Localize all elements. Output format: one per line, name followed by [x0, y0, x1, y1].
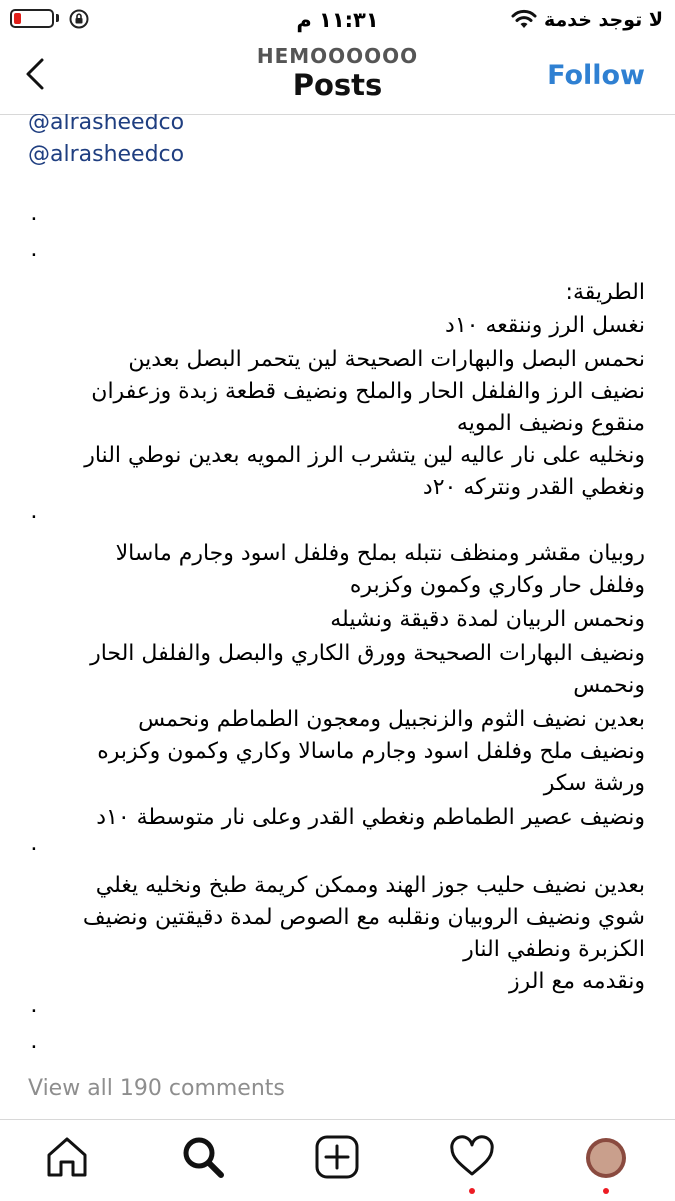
caption-line: ونغطي القدر ونتركه ٢٠د [422, 475, 645, 500]
carrier-label: لا توجد خدمة [543, 9, 663, 31]
mention-link[interactable]: @alrasheedco [28, 142, 185, 167]
caption-line: روبيان مقشر ومنظف نتبله بملح وفلفل اسود وجارم ماسالا [115, 541, 645, 566]
caption-line: نغسل الرز وننقعه ١٠د [445, 313, 645, 338]
separator-dot: ٠ [28, 1034, 40, 1059]
follow-button[interactable]: Follow [547, 60, 645, 91]
wifi-icon [510, 8, 538, 30]
view-comments-link[interactable]: View all 190 comments [28, 1076, 285, 1101]
caption-line: منقوع ونضيف المويه [456, 411, 645, 436]
caption-line: ونحمس [573, 673, 645, 698]
new-post-icon[interactable] [314, 1134, 360, 1180]
post-caption [0, 114, 675, 1106]
profile-notification-dot [603, 1188, 609, 1194]
clock: ١١:٣١ م [296, 8, 379, 32]
caption-line: نضيف الرز والفلفل الحار والملح ونضيف قطعة زبدة وزعفران [91, 379, 645, 404]
separator-dot: ٠ [28, 836, 40, 861]
caption-line: الكزبرة ونطفي النار [463, 937, 645, 962]
caption-line: ونضيف البهارات الصحيحة وورق الكاري والبصل والفلفل الحار [90, 641, 645, 666]
caption-line: ونضيف عصير الطماطم ونغطي القدر وعلى نار متوسطة ١٠د [96, 805, 645, 830]
caption-line: الطريقة: [565, 280, 645, 305]
separator-dot: ٠ [28, 998, 40, 1023]
page-title: Posts [292, 68, 383, 102]
search-icon[interactable] [180, 1134, 226, 1180]
bottom-tab-bar [0, 1119, 675, 1201]
activity-heart-icon[interactable] [449, 1134, 495, 1180]
caption-line: ونحمس الربيان لمدة دقيقة ونشيله [330, 607, 645, 632]
home-icon[interactable] [44, 1134, 90, 1180]
separator-dot: ٠ [28, 504, 40, 529]
separator-dot: ٠ [28, 206, 40, 231]
caption-line: ونخليه على نار عاليه لين يتشرب الرز المويه بعدين نوطي النار [84, 443, 645, 468]
profile-username: HEMOOOOOO [256, 44, 419, 68]
caption-line: ورشة سكر [543, 771, 645, 796]
profile-avatar[interactable] [586, 1138, 626, 1178]
nav-header [0, 40, 675, 115]
caption-line: بعدين نضيف حليب جوز الهند وممكن كريمة طبخ ونخليه يغلي [95, 873, 645, 898]
caption-line: ونقدمه مع الرز [508, 969, 645, 994]
avatar-image [590, 1142, 622, 1174]
activity-notification-dot [469, 1188, 475, 1194]
mention-link[interactable]: @alrasheedco [28, 114, 185, 135]
caption-line: نحمس البصل والبهارات الصحيحة لين يتحمر البصل بعدين [128, 347, 645, 372]
caption-line: بعدين نضيف الثوم والزنجبيل ومعجون الطماطم ونحمس [138, 707, 645, 732]
status-bar [0, 0, 675, 40]
caption-line: وفلفل حار وكاري وكمون وكزبره [349, 573, 645, 598]
separator-dot: ٠ [28, 242, 40, 267]
caption-line: ونضيف ملح وفلفل اسود وجارم ماسالا وكاري وكمون وكزبره [97, 739, 645, 764]
caption-line: شوي ونضيف الروبيان ونقلبه مع الصوص لمدة دقيقتين ونضيف [82, 905, 645, 930]
